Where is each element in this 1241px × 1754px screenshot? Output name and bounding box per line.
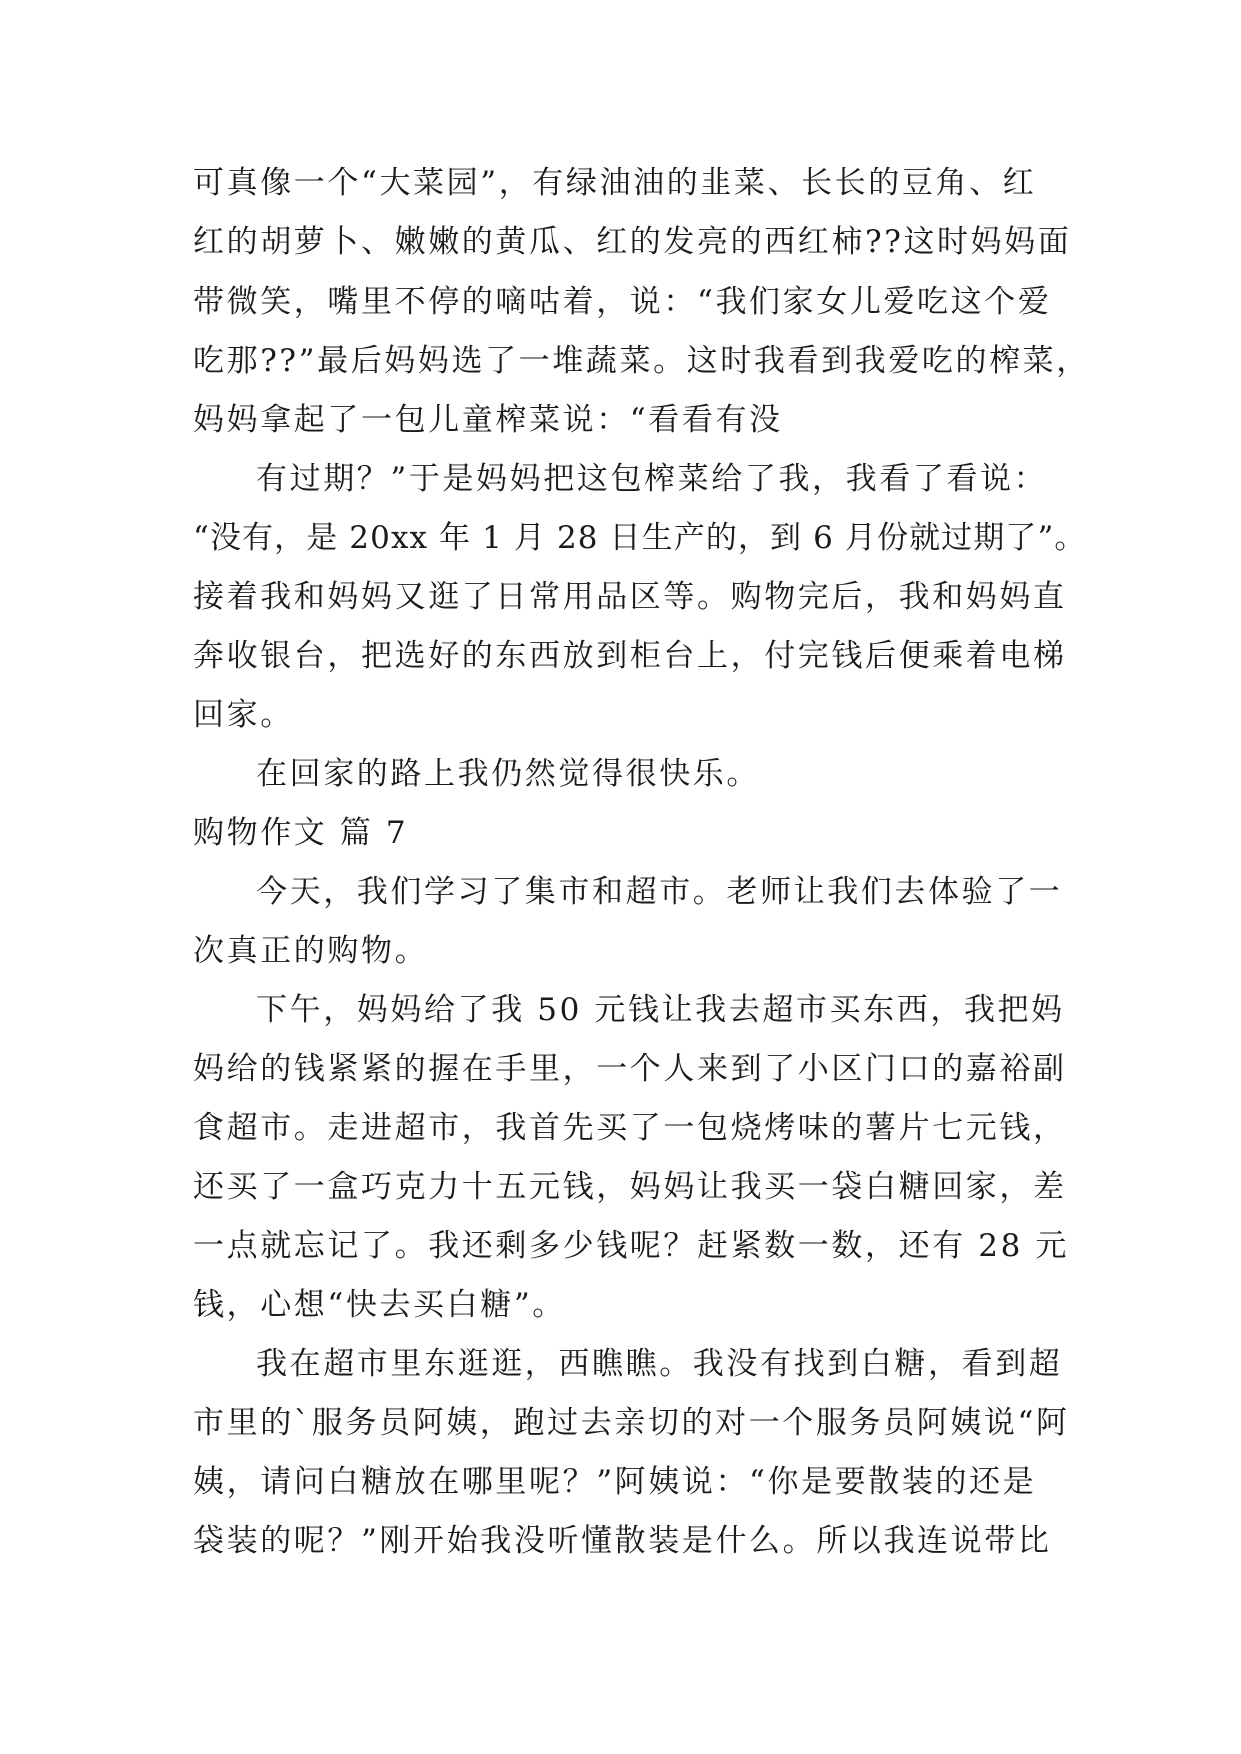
text-line: 带微笑，嘴里不停的嘀咕着，说：“我们家女儿爱吃这个爱 [193,284,1052,320]
text-line: 吃那??”最后妈妈选了一堆蔬菜。这时我看到我爱吃的榨菜， [193,343,1090,379]
text-line: “没有，是 20xx 年 1 月 28 日生产的，到 6 月份就过期了”。 [193,520,1087,556]
text-line: 奔收银台，把选好的东西放到柜台上，付完钱后便乘着电梯 [193,638,1067,674]
section-heading: 购物作文 篇 7 [193,815,409,851]
text-line: 市里的`服务员阿姨，跑过去亲切的对一个服务员阿姨说“阿 [193,1405,1070,1441]
paragraph-start-line: 我在超市里东逛逛，西瞧瞧。我没有找到白糖，看到超 [256,1346,1063,1382]
text-line: 回家。 [193,697,294,733]
text-line: 袋装的呢？”刚开始我没听懂散装是什么。所以我连说带比 [193,1523,1052,1559]
text-line: 还买了一盒巧克力十五元钱，妈妈让我买一袋白糖回家，差 [193,1169,1067,1205]
paragraph-start-line: 下午，妈妈给了我 50 元钱让我去超市买东西，我把妈 [256,992,1065,1028]
text-line: 妈妈拿起了一包儿童榨菜说：“看看有没 [193,402,783,438]
text-line: 食超市。走进超市，我首先买了一包烧烤味的薯片七元钱， [193,1110,1067,1146]
paragraph-start-line: 今天，我们学习了集市和超市。老师让我们去体验了一 [256,874,1063,910]
text-line: 可真像一个“大菜园”，有绿油油的韭菜、长长的豆角、红 [193,165,1037,201]
text-line: 次真正的购物。 [193,933,429,969]
paragraph-start-line: 在回家的路上我仍然觉得很快乐。 [256,756,760,792]
text-line: 妈给的钱紧紧的握在手里，一个人来到了小区门口的嘉裕副 [193,1051,1067,1087]
text-line: 钱，心想“快去买白糖”。 [193,1287,566,1323]
text-line: 接着我和妈妈又逛了日常用品区等。购物完后，我和妈妈直 [193,579,1067,615]
text-line: 一点就忘记了。我还剩多少钱呢？赶紧数一数，还有 28 元 [193,1228,1069,1264]
text-line: 红的胡萝卜、嫩嫩的黄瓜、红的发亮的西红柿??这时妈妈面 [193,224,1072,260]
paragraph-start-line: 有过期？”于是妈妈把这包榨菜给了我，我看了看说： [256,461,1048,497]
text-line: 姨，请问白糖放在哪里呢？”阿姨说：“你是要散装的还是 [193,1464,1037,1500]
